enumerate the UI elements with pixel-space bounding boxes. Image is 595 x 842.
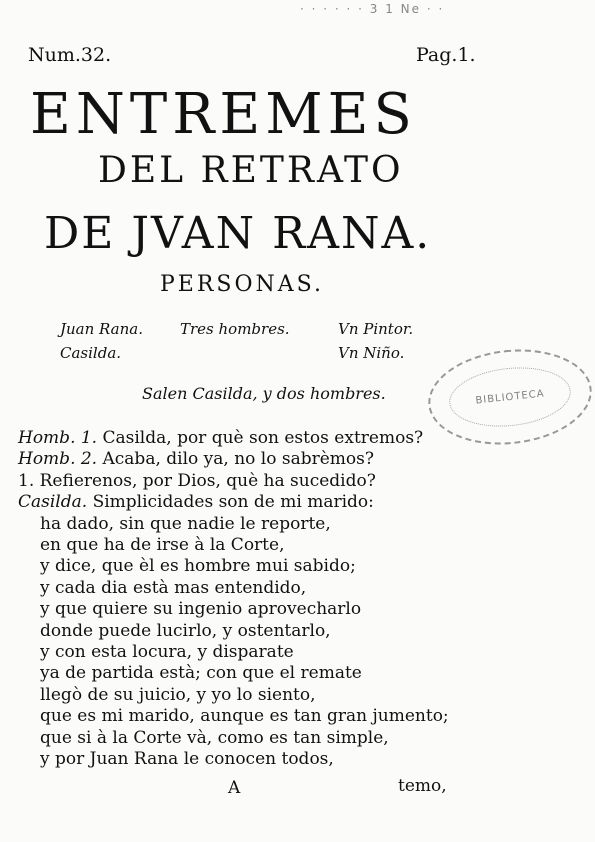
verse-text: y dice, que èl es hombre mui sabido; xyxy=(40,556,356,577)
verse-line xyxy=(40,663,362,683)
verse-text: 1. Refierenos, por Dios, què ha sucedido? xyxy=(18,470,376,491)
cast-juan-rana: Juan Rana. xyxy=(60,320,143,338)
title-line-3: DE JVAN RANA. xyxy=(44,208,432,259)
verse-line xyxy=(40,706,449,726)
cast-casilda: Casilda. xyxy=(60,344,122,362)
verse-text: ya de partida està; con que el remate xyxy=(40,663,362,684)
signature-mark: A xyxy=(228,778,241,798)
verse-line xyxy=(18,428,423,448)
verse-line xyxy=(40,685,316,705)
verse-line xyxy=(18,492,374,512)
verse-text: y que quiere su ingenio aprovecharlo xyxy=(40,599,362,620)
title-line-2: DEL RETRATO xyxy=(98,150,404,191)
catchword: temo, xyxy=(398,776,447,796)
verse-text: y con esta locura, y disparate xyxy=(40,642,294,662)
verse-text: Acaba, dilo ya, no lo sabrèmos? xyxy=(102,449,374,470)
page-number: Pag.1. xyxy=(416,44,476,66)
verse-line xyxy=(40,642,294,662)
verse-line xyxy=(18,471,376,491)
verse-text: ha dado, sin que nadie le reporte, xyxy=(40,513,331,534)
verse-line xyxy=(40,749,334,769)
top-stamp-mark: · · · · · · 3 1 Ne · · xyxy=(300,2,445,16)
verse-line xyxy=(40,535,284,555)
verse-text: y por Juan Rana le conocen todos, xyxy=(40,749,334,769)
verse-line xyxy=(18,449,374,469)
verse-line xyxy=(40,728,389,748)
issue-number: Num.32. xyxy=(28,44,112,66)
verse-text: llegò de su juicio, y yo lo siento, xyxy=(40,684,316,705)
cast-vn-pintor: Vn Pintor. xyxy=(338,320,414,338)
verse-line xyxy=(40,514,331,534)
verse-text: que es mi marido, aunque es tan gran jumento; xyxy=(40,706,449,727)
personas-heading: PERSONAS. xyxy=(160,272,324,297)
verse-text: Casilda, por què son estos extremos? xyxy=(102,428,424,448)
library-stamp xyxy=(424,342,595,453)
verse-line xyxy=(40,578,306,598)
title-line-1: ENTREMES xyxy=(30,82,417,147)
verse-text: donde puede lucirlo, y ostentarlo, xyxy=(40,620,331,641)
speaker-label: Homb. 1. xyxy=(18,428,98,448)
cast-tres-hombres: Tres hombres. xyxy=(180,320,290,338)
verse-text: Simplicidades son de mi marido: xyxy=(92,492,374,513)
verse-line xyxy=(40,599,361,619)
stage-direction: Salen Casilda, y dos hombres. xyxy=(142,384,386,403)
cast-vn-nino: Vn Niño. xyxy=(338,344,405,362)
speaker-label: Homb. 2. xyxy=(18,449,98,470)
verse-text: que si à la Corte và, como es tan simple, xyxy=(40,727,389,748)
speaker-label: Casilda. xyxy=(18,492,88,513)
verse-line xyxy=(40,621,331,641)
verse-text: en que ha de irse à la Corte, xyxy=(40,535,285,555)
verse-line xyxy=(40,556,356,576)
verse-text: y cada dia està mas entendido, xyxy=(40,577,307,598)
library-stamp-label: BIBLIOTECA xyxy=(446,362,573,432)
